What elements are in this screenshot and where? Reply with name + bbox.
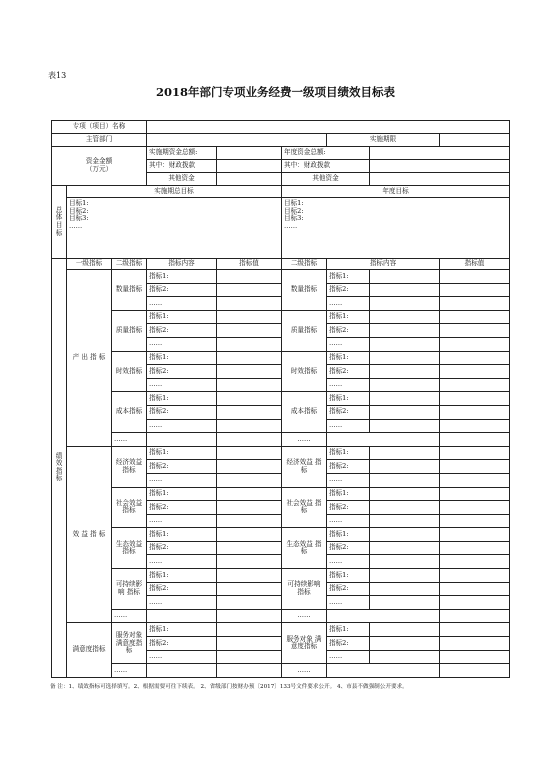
year-goal-text[interactable]: 目标1: 目标2: 目标3: …… bbox=[282, 198, 510, 259]
period-total-label: 实施期资金总额: bbox=[147, 147, 217, 160]
indicator-content-year[interactable]: 指标2: bbox=[327, 501, 370, 515]
indicator-content-year-extra[interactable] bbox=[370, 473, 440, 487]
indicator-content-year-extra[interactable] bbox=[370, 487, 440, 501]
indicator-content[interactable]: 指标1: bbox=[147, 569, 217, 583]
indicator-content-year-extra[interactable] bbox=[370, 419, 440, 433]
indicator-value-year[interactable] bbox=[440, 650, 510, 664]
indicator-content[interactable]: 指标1: bbox=[147, 487, 217, 501]
level2-indicator-year: 数量指标 bbox=[282, 270, 327, 311]
indicator-content-year[interactable]: 指标1: bbox=[327, 623, 370, 637]
indicator-content-year[interactable]: …… bbox=[327, 419, 370, 433]
indicator-content-year-extra[interactable] bbox=[370, 460, 440, 474]
indicator-value-year[interactable] bbox=[440, 297, 510, 311]
indicator-content-year-extra[interactable] bbox=[370, 528, 440, 542]
indicator-content-year[interactable]: 指标1: bbox=[327, 446, 370, 460]
indicator-value[interactable] bbox=[217, 310, 282, 324]
indicator-value[interactable] bbox=[217, 283, 282, 297]
year-fiscal-value[interactable] bbox=[370, 160, 510, 173]
period-fiscal-label: 其中：财政拨款 bbox=[147, 160, 217, 173]
indicator-content[interactable]: 指标2: bbox=[147, 582, 217, 596]
indicator-value[interactable] bbox=[217, 582, 282, 596]
indicator-value[interactable] bbox=[217, 446, 282, 460]
indicator-content-year[interactable]: 指标2: bbox=[327, 283, 370, 297]
indicator-content-year[interactable]: 指标2: bbox=[327, 365, 370, 379]
indicator-value-year[interactable] bbox=[440, 541, 510, 555]
indicator-content-year[interactable]: 指标2: bbox=[327, 541, 370, 555]
indicator-content-year[interactable]: 指标1: bbox=[327, 569, 370, 583]
indicator-value[interactable] bbox=[217, 569, 282, 583]
level1-indicator: 产 出 指 标 bbox=[67, 270, 112, 447]
indicator-value[interactable] bbox=[217, 596, 282, 610]
indicator-value[interactable] bbox=[217, 378, 282, 392]
indicator-content[interactable]: …… bbox=[147, 419, 217, 433]
indicator-content[interactable]: …… bbox=[147, 555, 217, 569]
indicator-value-year[interactable] bbox=[440, 528, 510, 542]
level2-indicator-year: 经济效益 指标 bbox=[282, 446, 327, 487]
indicator-content-year[interactable]: …… bbox=[327, 473, 370, 487]
indicator-content-year-extra[interactable] bbox=[370, 514, 440, 528]
indicator-value-year[interactable] bbox=[440, 446, 510, 460]
value-cell[interactable] bbox=[217, 433, 282, 447]
indicator-content-year-extra[interactable] bbox=[370, 283, 440, 297]
indicator-content[interactable]: …… bbox=[147, 473, 217, 487]
col-content-year: 指标内容 bbox=[327, 259, 440, 270]
indicator-value-year[interactable] bbox=[440, 310, 510, 324]
indicator-content-year[interactable]: …… bbox=[327, 378, 370, 392]
indicator-value-year[interactable] bbox=[440, 487, 510, 501]
indicator-content-year-extra[interactable] bbox=[370, 541, 440, 555]
page-title: 2018年部门专项业务经费一级项目绩效目标表 bbox=[155, 85, 395, 99]
indicator-value-year[interactable] bbox=[440, 324, 510, 338]
indicator-content[interactable]: 指标1: bbox=[147, 446, 217, 460]
col-level1: 一级指标 bbox=[67, 259, 112, 270]
indicator-value-year[interactable] bbox=[440, 582, 510, 596]
level2-ellipsis-year: …… bbox=[282, 433, 327, 447]
indicator-value[interactable] bbox=[217, 528, 282, 542]
indicator-value[interactable] bbox=[217, 501, 282, 515]
indicator-content[interactable]: 指标2: bbox=[147, 541, 217, 555]
indicator-content-year-extra[interactable] bbox=[370, 351, 440, 365]
indicator-content-year-extra[interactable] bbox=[370, 405, 440, 419]
indicator-content[interactable]: 指标1: bbox=[147, 351, 217, 365]
indicator-value[interactable] bbox=[217, 637, 282, 651]
period-other-label: 其他资金 bbox=[147, 173, 217, 186]
indicator-value[interactable] bbox=[217, 392, 282, 406]
col-content: 指标内容 bbox=[147, 259, 217, 270]
indicator-value-year[interactable] bbox=[440, 460, 510, 474]
content-cell-year[interactable] bbox=[327, 664, 440, 678]
indicator-value[interactable] bbox=[217, 405, 282, 419]
year-total-label: 年度资金总额: bbox=[282, 147, 370, 160]
indicator-value[interactable] bbox=[217, 555, 282, 569]
indicator-content-year-extra[interactable] bbox=[370, 446, 440, 460]
value-cell-year[interactable] bbox=[440, 433, 510, 447]
level2-indicator: 社会效益 指标 bbox=[112, 487, 147, 528]
indicator-content-year[interactable]: …… bbox=[327, 337, 370, 351]
project-name-label: 专项（项目）名称 bbox=[52, 121, 147, 134]
indicator-value[interactable] bbox=[217, 419, 282, 433]
indicator-value[interactable] bbox=[217, 365, 282, 379]
indicator-content-year-extra[interactable] bbox=[370, 555, 440, 569]
indicator-value-year[interactable] bbox=[440, 501, 510, 515]
indicator-content[interactable]: 指标2: bbox=[147, 283, 217, 297]
level2-indicator-year: 社会效益 指标 bbox=[282, 487, 327, 528]
indicator-content[interactable]: …… bbox=[147, 514, 217, 528]
level2-ellipsis: …… bbox=[112, 664, 147, 678]
indicator-content-year[interactable]: 指标1: bbox=[327, 351, 370, 365]
indicator-content-year-extra[interactable] bbox=[370, 337, 440, 351]
level2-indicator-year: 生态效益 指标 bbox=[282, 528, 327, 569]
indicator-value[interactable] bbox=[217, 297, 282, 311]
level1-indicator: 满意度指标 bbox=[67, 623, 112, 677]
indicator-value-year[interactable] bbox=[440, 596, 510, 610]
level2-indicator-year: 成本指标 bbox=[282, 392, 327, 433]
year-other-value[interactable] bbox=[370, 173, 510, 186]
indicator-content-year[interactable]: 指标1: bbox=[327, 310, 370, 324]
indicator-value[interactable] bbox=[217, 623, 282, 637]
indicator-value[interactable] bbox=[217, 487, 282, 501]
indicator-content[interactable]: 指标2: bbox=[147, 405, 217, 419]
indicator-value-year[interactable] bbox=[440, 569, 510, 583]
indicator-content-year-extra[interactable] bbox=[370, 324, 440, 338]
indicator-value[interactable] bbox=[217, 270, 282, 284]
level2-indicator-year: 质量指标 bbox=[282, 310, 327, 351]
value-cell-year[interactable] bbox=[440, 664, 510, 678]
indicator-content[interactable]: 指标2: bbox=[147, 324, 217, 338]
indicator-content[interactable]: …… bbox=[147, 650, 217, 664]
content-cell-year[interactable] bbox=[327, 609, 440, 623]
level2-indicator: 服务对象 满意度指 标 bbox=[112, 623, 147, 664]
indicator-content-year[interactable]: 指标1: bbox=[327, 487, 370, 501]
indicator-content-year[interactable]: 指标2: bbox=[327, 460, 370, 474]
indicator-value-year[interactable] bbox=[440, 555, 510, 569]
period-goal-text[interactable]: 目标1: 目标2: 目标3: …… bbox=[67, 198, 282, 259]
level2-indicator: 质量指标 bbox=[112, 310, 147, 351]
indicator-content-year-extra[interactable] bbox=[370, 378, 440, 392]
value-cell[interactable] bbox=[217, 664, 282, 678]
performance-target-table bbox=[51, 120, 510, 678]
year-fiscal-label: 其中：财政拨款 bbox=[282, 160, 370, 173]
indicator-value-year[interactable] bbox=[440, 405, 510, 419]
period-fiscal-value[interactable] bbox=[217, 160, 282, 173]
indicator-content[interactable]: 指标2: bbox=[147, 365, 217, 379]
indicator-content-year[interactable]: 指标1: bbox=[327, 392, 370, 406]
indicator-value-year[interactable] bbox=[440, 270, 510, 284]
col-value: 指标值 bbox=[217, 259, 282, 270]
period-other-value[interactable] bbox=[217, 173, 282, 186]
indicator-content-year-extra[interactable] bbox=[370, 270, 440, 284]
year-total-value[interactable] bbox=[370, 147, 510, 160]
perf-indicator-section: 绩 效 指 标 bbox=[52, 259, 67, 678]
col-level2-year: 二级指标 bbox=[282, 259, 327, 270]
indicator-content-year-extra[interactable] bbox=[370, 623, 440, 637]
funds-label: 资金金额 （万元） bbox=[52, 147, 147, 186]
indicator-value-year[interactable] bbox=[440, 473, 510, 487]
indicator-content[interactable]: …… bbox=[147, 297, 217, 311]
indicator-content-year[interactable]: 指标1: bbox=[327, 270, 370, 284]
indicator-value-year[interactable] bbox=[440, 365, 510, 379]
level1-indicator: 效 益 指 标 bbox=[67, 446, 112, 623]
indicator-value-year[interactable] bbox=[440, 378, 510, 392]
indicator-content[interactable]: …… bbox=[147, 596, 217, 610]
indicator-value-year[interactable] bbox=[440, 637, 510, 651]
year-goal-header: 年度目标 bbox=[282, 186, 510, 198]
indicator-content[interactable]: 指标1: bbox=[147, 528, 217, 542]
indicator-value[interactable] bbox=[217, 460, 282, 474]
level2-indicator: 经济效益 指标 bbox=[112, 446, 147, 487]
indicator-content-year[interactable]: 指标2: bbox=[327, 324, 370, 338]
level2-indicator-year: 时效指标 bbox=[282, 351, 327, 392]
indicator-value[interactable] bbox=[217, 541, 282, 555]
col-value-year: 指标值 bbox=[440, 259, 510, 270]
indicator-content[interactable]: 指标1: bbox=[147, 310, 217, 324]
indicator-value[interactable] bbox=[217, 514, 282, 528]
indicator-content-year[interactable]: 指标2: bbox=[327, 637, 370, 651]
indicator-content-year-extra[interactable] bbox=[370, 637, 440, 651]
indicator-content-year-extra[interactable] bbox=[370, 365, 440, 379]
footnote: 备 注：1、绩效指标可选择填写。2、根据需要可往下续表。 2、省级部门按财办预〔2017〕133号文件要求公开。 4、市县不做强制公开要求。 bbox=[50, 684, 408, 690]
indicator-value[interactable] bbox=[217, 337, 282, 351]
indicator-content-year-extra[interactable] bbox=[370, 297, 440, 311]
indicator-content[interactable]: 指标2: bbox=[147, 637, 217, 651]
indicator-value-year[interactable] bbox=[440, 392, 510, 406]
level2-indicator: 时效指标 bbox=[112, 351, 147, 392]
dept-value[interactable] bbox=[147, 134, 327, 147]
level2-ellipsis-year: …… bbox=[282, 609, 327, 623]
overall-goal-section: 总 体 目 标 bbox=[52, 186, 67, 259]
indicator-value-year[interactable] bbox=[440, 337, 510, 351]
period-value[interactable] bbox=[440, 134, 510, 147]
indicator-content-year[interactable]: 指标1: bbox=[327, 528, 370, 542]
col-level2: 二级指标 bbox=[112, 259, 147, 270]
content-cell[interactable] bbox=[147, 433, 217, 447]
indicator-content[interactable]: 指标2: bbox=[147, 501, 217, 515]
value-cell[interactable] bbox=[217, 609, 282, 623]
indicator-content-year-extra[interactable] bbox=[370, 650, 440, 664]
level2-ellipsis: …… bbox=[112, 609, 147, 623]
content-cell[interactable] bbox=[147, 609, 217, 623]
level2-indicator: 可持续影 响 指标 bbox=[112, 569, 147, 610]
level2-indicator: 生态效益 指标 bbox=[112, 528, 147, 569]
indicator-content[interactable]: …… bbox=[147, 378, 217, 392]
indicator-content[interactable]: 指标2: bbox=[147, 460, 217, 474]
table-number: 表13 bbox=[48, 71, 67, 80]
indicator-value[interactable] bbox=[217, 650, 282, 664]
indicator-content[interactable]: 指标1: bbox=[147, 392, 217, 406]
indicator-value-year[interactable] bbox=[440, 283, 510, 297]
content-cell-year[interactable] bbox=[327, 433, 440, 447]
indicator-value-year[interactable] bbox=[440, 351, 510, 365]
indicator-content-year[interactable]: 指标2: bbox=[327, 582, 370, 596]
level2-indicator-year: 可持续影响 指标 bbox=[282, 569, 327, 610]
content-cell[interactable] bbox=[147, 664, 217, 678]
level2-ellipsis-year: …… bbox=[282, 664, 327, 678]
level2-indicator: 成本指标 bbox=[112, 392, 147, 433]
indicator-content-year[interactable]: …… bbox=[327, 596, 370, 610]
indicator-value-year[interactable] bbox=[440, 514, 510, 528]
indicator-value-year[interactable] bbox=[440, 623, 510, 637]
level2-indicator-year: 服务对象 满意度指标 bbox=[282, 623, 327, 664]
level2-indicator: 数量指标 bbox=[112, 270, 147, 311]
indicator-content[interactable]: 指标1: bbox=[147, 623, 217, 637]
project-name-value[interactable] bbox=[147, 121, 510, 134]
indicator-content[interactable]: …… bbox=[147, 337, 217, 351]
indicator-content-year[interactable]: …… bbox=[327, 650, 370, 664]
indicator-content[interactable]: 指标1: bbox=[147, 270, 217, 284]
dept-label: 主管部门 bbox=[52, 134, 147, 147]
indicator-content-year-extra[interactable] bbox=[370, 596, 440, 610]
indicator-value-year[interactable] bbox=[440, 419, 510, 433]
level2-ellipsis: …… bbox=[112, 433, 147, 447]
value-cell-year[interactable] bbox=[440, 609, 510, 623]
indicator-content-year-extra[interactable] bbox=[370, 392, 440, 406]
indicator-content-year[interactable]: …… bbox=[327, 297, 370, 311]
indicator-content-year[interactable]: …… bbox=[327, 555, 370, 569]
indicator-content-year-extra[interactable] bbox=[370, 582, 440, 596]
indicator-value[interactable] bbox=[217, 324, 282, 338]
indicator-value[interactable] bbox=[217, 473, 282, 487]
period-label: 实施期限 bbox=[327, 134, 440, 147]
indicator-content-year[interactable]: …… bbox=[327, 514, 370, 528]
indicator-content-year-extra[interactable] bbox=[370, 310, 440, 324]
indicator-content-year[interactable]: 指标2: bbox=[327, 405, 370, 419]
indicator-content-year-extra[interactable] bbox=[370, 501, 440, 515]
indicator-content-year-extra[interactable] bbox=[370, 569, 440, 583]
year-other-label: 其他资金 bbox=[282, 173, 370, 186]
indicator-value[interactable] bbox=[217, 351, 282, 365]
period-goal-header: 实施期总目标 bbox=[67, 186, 282, 198]
period-total-value[interactable] bbox=[217, 147, 282, 160]
